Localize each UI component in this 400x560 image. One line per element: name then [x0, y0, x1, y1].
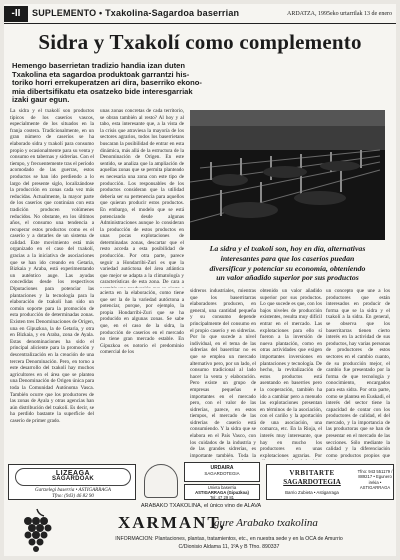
- xarmant-info: INFORMACION: Plantaciones, plantas, tratamientos, etc., en nuestra sede y en la OCA de Amurrio: [115, 536, 343, 542]
- xarmant-ad: [8, 501, 394, 555]
- article-column-5: obtenido un valor añadido superior por sus productos. Lo que sucede es que, con los bajos niveles de producción existentes, resulta muy difícil entrar en el mercado. Las explotaciones para ello sí fueron a la inversión de nueva plantación, como en otras actividades que exigen importantes inversiones en plantaciones y tecnología. De hecho, la revitalización de estos productos está asentando en baserries pero la cooperación, también ha ido a cambiar pero a menudo las explotaciones presentan en términos de la asociación, con el cariño y la aportación de una asociación, una comarca, etc. En la Rioja, el interés muy interesante, que hay en mucho los productores en unas explotaciones agrarias. Por: [260, 288, 322, 459]
- vrbitarte-phone: Tfno: 943 551179 / 889217 • Egunero irekia • ASTIGARRAGA: [357, 469, 393, 491]
- bottle-icon: [144, 464, 178, 498]
- caption-line: interesantes para que los caseríos puedan: [220, 253, 355, 263]
- caption-line: La sidra y el txakolí son, hoy en día, alternativas: [209, 244, 366, 253]
- article-column-6: un concepto que une a los productores que están interesados en producir de forma que se la sidra y el txakolí a la sidra. En general, se observa que los baserritarras tienen cierto interés en la actividad de sus productos, hay varias personas de productores de estos sectores en el cambio cuanto, de su producción mejor, el cambio fue presentado por la forma de que tecnología y conocimiento, encargados para esta sidra. Por otra parte, como se plantea en Euskadi, el interés del sector tiene la capacidad de contar con los productores de calidad, el del mercado, y la importancia de las productoras que se han de presentar en el mercado de las secciones. Sólo mediante la calidad y la diferenciación como productos propios que: [326, 288, 390, 459]
- vrbitarte-name: VRBITARTE: [289, 469, 335, 477]
- page-header: [4, 4, 396, 24]
- lead-line: Hemengo baserrietan tradizio handia izan duten: [12, 62, 185, 70]
- xarmant-slogan: ARABAKO TXAKOLINA, el único vino de ALAVA: [140, 503, 262, 509]
- xarmant-address: C/Dionisio Aldama 11, 1ºA y B Tfno. 890337: [178, 544, 280, 550]
- urdaira-ad: [140, 462, 262, 500]
- lizeaga-phone: Tfno: (943) 46 82 90: [52, 494, 94, 499]
- article-lead: [12, 62, 382, 105]
- lizeaga-name: LIZEAGA: [55, 470, 91, 477]
- lead-line: toriko horri errekuperatzen ari dira, baserriko ekono-: [12, 79, 202, 88]
- issue-date: ARDATZA, 1995eko urtarrilak 13 de enero: [287, 11, 392, 17]
- vrbitarte-subtitle: SAGARDOTEGIA: [283, 478, 341, 486]
- lead-line: izaki gaur egun.: [12, 96, 70, 105]
- photo-caption: [190, 244, 385, 283]
- lizeaga-ad: [8, 464, 136, 500]
- urdaira-card: [184, 462, 260, 482]
- urdaira-title: URDAIRA: [210, 465, 234, 471]
- xarmant-tagline: gure Arabako txakolina: [214, 517, 318, 529]
- grapes-icon: [14, 507, 60, 553]
- vrbitarte-ad: [266, 464, 394, 500]
- lizeaga-logo-box: [15, 468, 131, 486]
- article-column-3: acierta en la elaboración, como tiene que ser la de la variedad autóctona a potenciar, porque, por ejemplo, la propia Hondarribi-Zuri que se ha producido en algunas zonas. Se sabe que, en el caso de la sidra, la producción de caseríos en el mercado no tiene gran mercado estable. En Gipuzkoa es notorio el predominio comercial de los: [100, 290, 184, 356]
- article-column-2: unas zonas concretas de cada territorio, se obran también al resto? Al hoy y al tabo, esta interesante que, a la vista de la crisis que atraviesa la mayoría de los sectores agrarios, todos los baserrietans buscaran la posibilidad de entrar en esta dinámica, más allá de la estructura de la Denominación de Origen. En este sentido, se analiza que la ampliación de aquellas zonas que se permita planteado es necesaria una zona con este tipo de producción. Los responsables de los productos consideran que la utilidad debería ser su pertenencia para aquellos que quieran producir estos productos. En embargo, el modelo que se está potenciando desde algunas Administraciones aunque lo consideran la producción de estos productos en unas pocas explotaciones de determinadas zonas, descartar que el resto acceda a esta posibilidad de producción. Por otra parte, parece seguir a Hondarribi-Zuri es que la variedad autóctona del área atlántica que mejor se adapta a la climatología y características de esta zona. De cara a: [100, 108, 184, 286]
- xarmant-brand: XARMANT,: [118, 513, 226, 532]
- urdaira-address: [184, 484, 260, 500]
- article-column-1: La sidra y el txakolí son productos típicos de los caseríos vascos, especialmente de los situados en la franja costera. Tradicionalmente, en un gran número de caseríos se ha elaborado sidra y txakolí para consumo propio y ocasionalmente para su venta y consumo en tabernas y sidrerías. Con el tiempo, y frecuentemente tras el período acomodado de las guerras, estos productos se han ido perdiendo a lo largo del presente siglo, localizándose la producción en zonas cada vez más reducidas. Actualmente, la mayor parte de los caseríos que continúan con esta tradición producen volúmenes reducidos. No obstante, en los últimos años, el consumo una tendencia a recuperar estos productos como es el caserío y a dotarles de un sistema de calidad. Este movimiento está más organizado en el caso del txakolí, gracias a la iniciativa de asociaciones que se han ido creando en Getaria, Bizkaia y Araba, está experimentando un auténtico auge. Las ayudas concedidas desde los respectivos Diputaciones para potenciar las plantaciones y la tecnología para la elaboración de txakolí han sido un común soporte para la promoción de esta producción de determinadas zonas. Existen tres Denominaciones de Origen, una en Gipuzkoa, la de Getaria, y otra en Bizkaia, y en Araba, zona de Ayala. Estas denominaciones ha sido el principal aliciente para la promoción y descentralización en la creación de una tercera Denominación. Pero, en torno a este desarrollo del txakolí hay muchos agricultores en el área que se plantea una Denominación de Origen única para toda la Comunidad Autónoma Vasca. También ocurre que los productores de las zonas de Ayala y otras agencias han aún distribución del txakolí. Es decir, se ha perdido bastante la superficie del caserío de primer grado.: [10, 108, 94, 424]
- article-column-4: sidreros industriales, mientras que los baserritarras elaboradores producen, en general, una cantidad pequeña y su consumo depende principalmente del consumo en el propio caserío y en sidrerías. Por lo que sucede a nivel individual, en el tema de las sidrerías del baserritar no es que se emplea un mercado alternativo pero, por un lado, el consumo tradicional al lado hacer la venta y elaboración. Pero existe un grupo de empresas pequeñas e importantes en el mercado pero, con el valor de las sidrerías, parece, en estos tiempos, el mercado de las sidrerías de caserío está consumiendo. Y la sidra que se elabora en el País Vasco, con los cuidados de la industria y de las grandes sidrerías, es importante también. Toda la: [190, 288, 256, 459]
- newspaper-page: [4, 4, 396, 556]
- urdaira-subtitle: SAGARDOTEGIA: [204, 471, 240, 476]
- vineyard-photo: [190, 110, 385, 240]
- urdaira-location: Unieta baserria: [207, 485, 237, 490]
- urdaira-phone: Tel: 47 29 81: [210, 495, 234, 500]
- page-number: -II: [4, 6, 28, 22]
- caption-line: un valor añadido superior por sus productos: [216, 273, 359, 283]
- lizeaga-owner: Gartzelegi baserria • ASTIGARRAGA: [35, 488, 111, 493]
- vineyard-image: [190, 110, 385, 240]
- lizeaga-subtitle: SAGARDOAK: [51, 476, 95, 482]
- caption-line: diversificar y potenciar su economía, obteniendo: [209, 263, 366, 273]
- urdaira-town: ASTIGARRAGA (Gipuzkoa): [195, 490, 249, 495]
- article-title: Sidra y Txakolí como complemento: [38, 30, 362, 54]
- lead-line: mia dibertsifikatu eta osatzeko bide interesgarriak: [12, 87, 193, 96]
- vrbitarte-address: Barrio Zubieta • Astigarraga: [285, 490, 339, 495]
- lead-line: Txakolina eta sagardoa produktoak garrantzi his-: [12, 70, 190, 79]
- section-title: SUPLEMENTO • Txakolina-Sagardoa baserrian: [32, 8, 240, 18]
